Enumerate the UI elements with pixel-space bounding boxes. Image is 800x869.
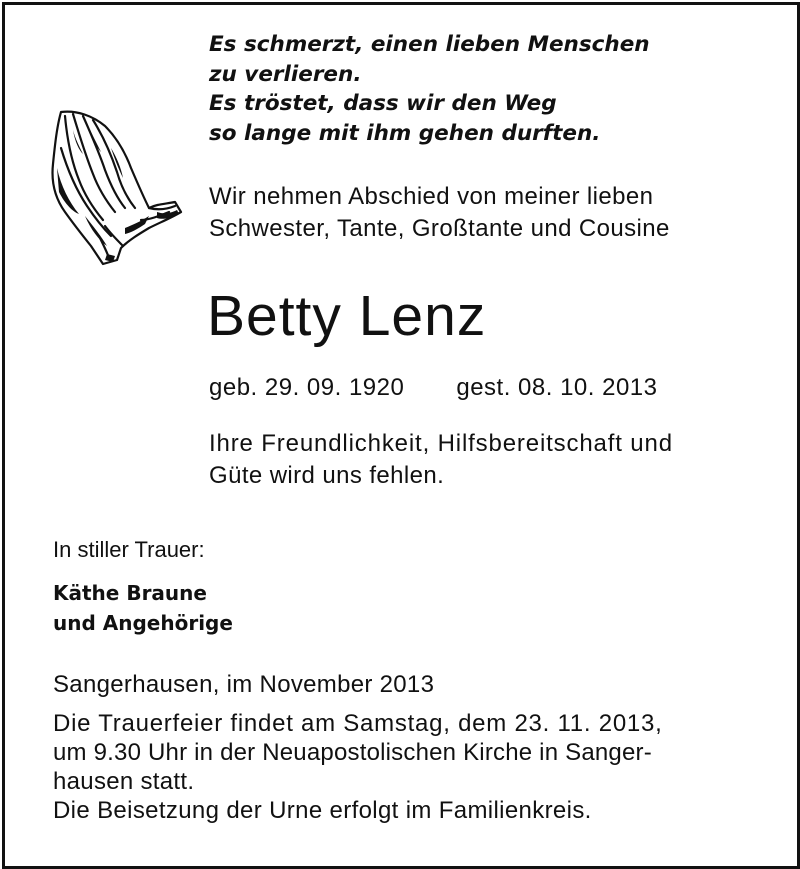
ceremony-line: um 9.30 Uhr in der Neuapostolischen Kirche in Sanger- [53,739,652,766]
mourner-line: Käthe Braune [53,581,207,605]
life-dates [209,372,658,404]
ceremony-line: Die Trauerfeier findet am Samstag, dem 23. 11. 2013, [53,710,663,737]
quote-line: zu verlieren. [209,61,362,87]
tribute-line: Ihre Freundlichkeit, Hilfsbereitschaft und [209,430,673,457]
place-and-date: Sangerhausen, im November 2013 [53,671,435,698]
quote-line: Es schmerzt, einen lieben Menschen [209,32,650,57]
tribute-text [209,428,673,492]
ceremony-details [53,709,663,825]
condolence-quote [209,30,650,148]
farewell-intro [209,181,670,245]
death-date: gest. 08. 10. 2013 [456,374,658,401]
deceased-name: Betty Lenz [207,284,487,348]
ceremony-line: Die Beisetzung der Urne erfolgt im Familienkreis. [53,797,592,824]
ceremony-line: hausen statt. [53,768,195,795]
quote-line: so lange mit ihm gehen durften. [209,120,601,146]
quote-line: Es tröstet, dass wir den Weg [209,91,557,116]
mourners-names [53,578,233,638]
praying-hands-icon [45,108,190,273]
intro-line: Wir nehmen Abschied von meiner lieben [209,183,654,210]
birth-date: geb. 29. 09. 1920 [209,374,405,401]
tribute-line: Güte wird uns fehlen. [209,462,445,489]
mourner-line: und Angehörige [53,611,233,635]
mourning-label: In stiller Trauer: [53,537,205,562]
intro-line: Schwester, Tante, Großtante und Cousine [209,215,670,242]
